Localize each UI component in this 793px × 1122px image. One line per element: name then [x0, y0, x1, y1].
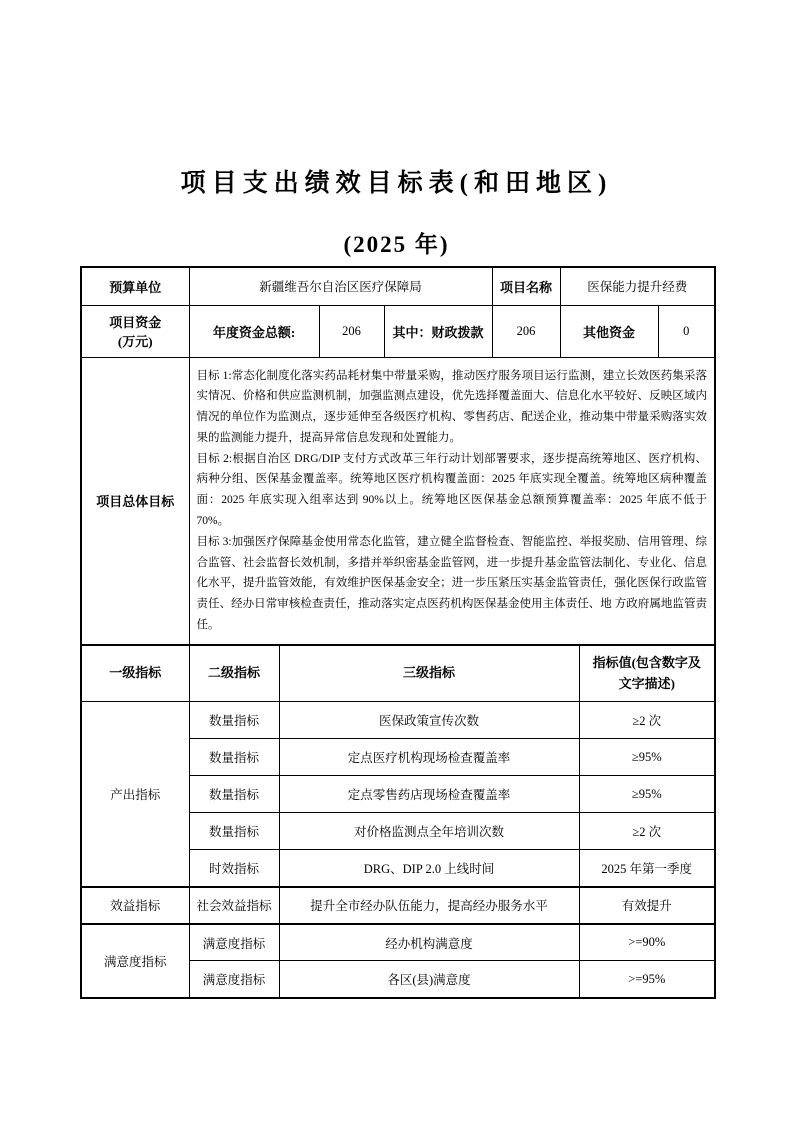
indicators-table: [80, 644, 716, 999]
table-row: [81, 887, 715, 924]
level2-cell: 满意度指标: [189, 924, 279, 961]
other-funds-value: 0: [658, 305, 715, 357]
budget-unit-value: 新疆维吾尔自治区医疗保障局: [189, 267, 492, 305]
level2-cell: 社会效益指标: [189, 887, 279, 924]
value-cell: >=90%: [579, 924, 715, 961]
level3-cell: 对价格监测点全年培训次数: [279, 813, 579, 850]
level3-cell: 定点零售药店现场检查覆盖率: [279, 776, 579, 813]
overall-goal-row: [81, 357, 715, 645]
level3-cell: 提升全市经办队伍能力，提高经办服务水平: [279, 887, 579, 924]
level3-cell: 医保政策宣传次数: [279, 702, 579, 739]
budget-unit-label: 预算单位: [81, 267, 189, 305]
overall-goal-label: 项目总体目标: [81, 357, 189, 645]
fiscal-allocation-value: 206: [492, 305, 560, 357]
page-subtitle: (2025 年): [343, 232, 450, 257]
project-name-value: 医保能力提升经费: [560, 267, 715, 305]
level3-cell: 定点医疗机构现场检查覆盖率: [279, 739, 579, 776]
budget-unit-row: [81, 267, 715, 305]
level2-cell: 数量指标: [189, 702, 279, 739]
level3-cell: 各区(县)满意度: [279, 961, 579, 998]
value-cell: ≥2 次: [579, 813, 715, 850]
goal-1-text: 目标 1:常态化制度化落实药品耗材集中带量采购，推动医疗服务项目运行监测，建立长效医药集采落实情况、价格和供应监测机制，加强监测点建设，优先选择覆盖面大、信息化水平较好、反映区域内情况的单位作为监测点，逐步延伸至各级医疗机构、零售药店、配送企业，推动集中带量采购落实效果的监测能力提升，提高异常信息发现和处置能力。: [196, 369, 708, 444]
performance-target-table: [80, 266, 714, 999]
value-cell: ≥2 次: [579, 702, 715, 739]
goal-2-text: 目标 2:根据自治区 DRG/DIP 支付方式改革三年行动计划部署要求，逐步提高统筹地区、医疗机构、病种分组、医保基金覆盖率。统筹地区医疗机构覆盖面：2025 年底实现全覆盖。统筹地区病种覆盖面：2025 年底实现入组率达到 90%以上。统筹地区医保基金总额预算覆盖率：2025 年底不低于 70%。: [196, 452, 708, 528]
header-value: 指标值(包含数字及文字描述): [579, 645, 715, 702]
page-title: 项目支出绩效目标表(和田地区): [180, 170, 613, 197]
value-cell: 2025 年第一季度: [579, 850, 715, 887]
header-level2: 二级指标: [189, 645, 279, 702]
project-info-table: [80, 266, 716, 646]
header-level3: 三级指标: [279, 645, 579, 702]
annual-total-value: 206: [319, 305, 384, 357]
fiscal-allocation-label: 其中：财政拨款: [384, 305, 492, 357]
level1-satisfaction-indicator: 满意度指标: [81, 924, 189, 998]
annual-total-label: 年度资金总额:: [189, 305, 319, 357]
level2-cell: 满意度指标: [189, 961, 279, 998]
level1-benefit-indicator: 效益指标: [81, 887, 189, 924]
value-cell: 有效提升: [579, 887, 715, 924]
level3-cell: DRG、DIP 2.0 上线时间: [279, 850, 579, 887]
level2-cell: 数量指标: [189, 776, 279, 813]
level3-cell: 经办机构满意度: [279, 924, 579, 961]
level1-output-indicator: 产出指标: [81, 702, 189, 887]
project-funds-label-line2: (万元): [117, 334, 153, 349]
overall-goal-content: [189, 357, 715, 645]
project-funds-label: [81, 305, 189, 357]
table-row: [81, 924, 715, 961]
project-name-label: 项目名称: [492, 267, 560, 305]
table-row: [81, 702, 715, 739]
project-funds-label-line1: 项目资金: [109, 315, 162, 330]
header-level1: 一级指标: [81, 645, 189, 702]
goal-3-text: 目标 3:加强医疗保障基金使用常态化监管，建立健全监督检查、智能监控、举报奖励、信用管理、综合监管、社会监督长效机制，多措并举织密基金监管网，进一步提升基金监管法制化、专业化、信息化水平，提升监管效能，有效维护医保基金安全；进一步压紧压实基金监管责任，强化医保行政监管责任、经办日常审核检查责任，推动落实定点医药机构医保基金使用主体责任、地 方政府属地监管责任。: [196, 535, 708, 632]
value-cell: ≥95%: [579, 739, 715, 776]
value-cell: ≥95%: [579, 776, 715, 813]
level2-cell: 时效指标: [189, 850, 279, 887]
level2-cell: 数量指标: [189, 739, 279, 776]
other-funds-label: 其他资金: [560, 305, 658, 357]
indicators-header-row: [81, 645, 715, 702]
value-cell: >=95%: [579, 961, 715, 998]
project-funds-row: [81, 305, 715, 357]
level2-cell: 数量指标: [189, 813, 279, 850]
